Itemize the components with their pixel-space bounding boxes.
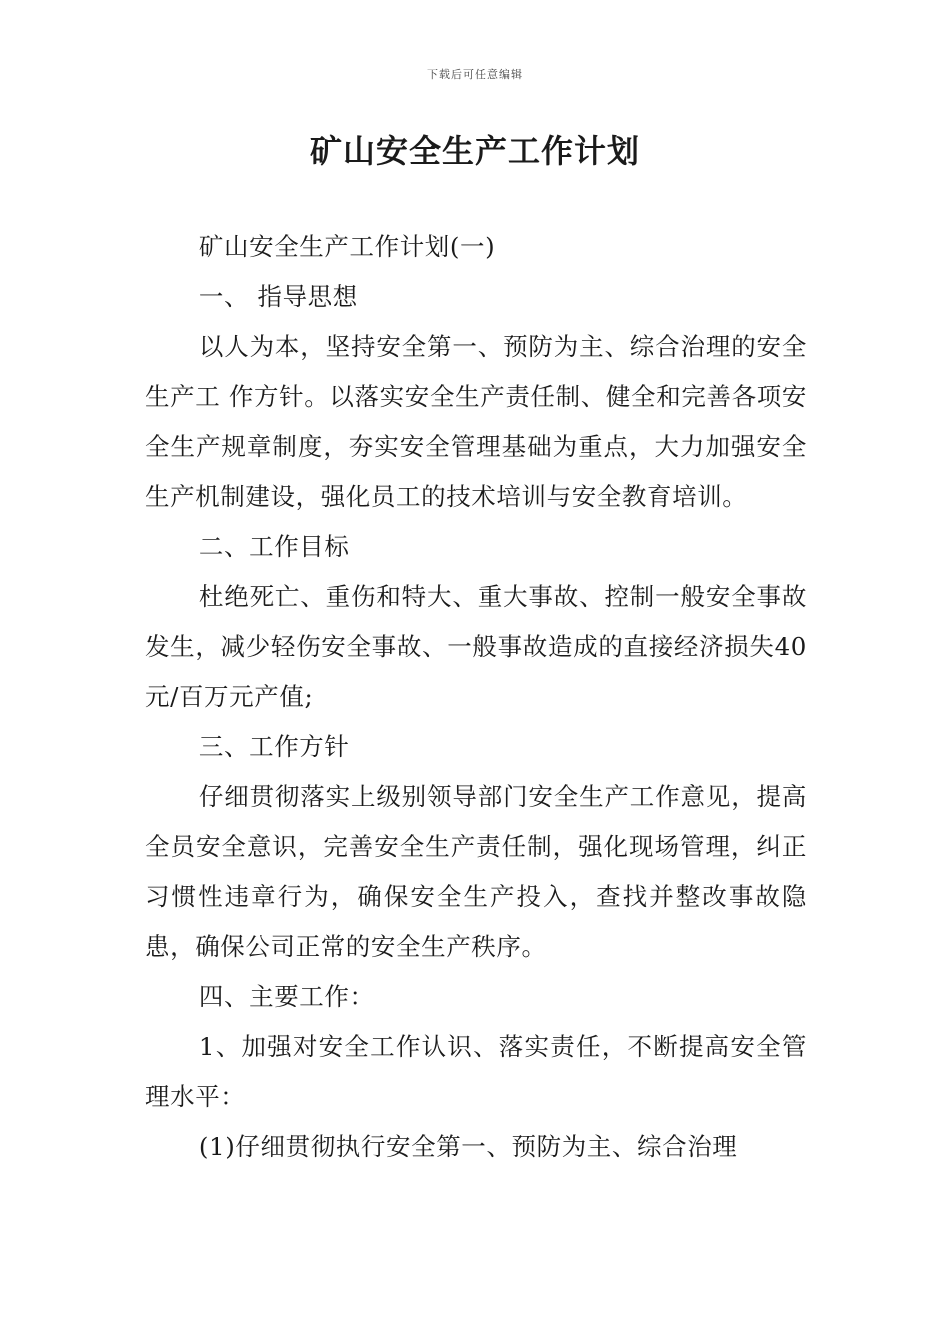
section-heading-work-goals: 二、工作目标 [198,532,350,561]
section-heading-guiding-ideology: 一、 指导思想 [198,282,358,311]
section-heading-work-policy: 三、工作方针 [198,732,350,761]
document-body [145,222,807,1172]
guiding-ideology-paragraph: 以人为本，坚持安全第一、预防为主、综合治理的安全生产工 作方针。以落实安全生产责任制、健全和完善各项安全生产规章制度，夯实安全管理基础为重点，大力加强安全生产机制建设，强化员工的技术培训与安全教育培训。 [145,332,807,511]
section-heading-main-work: 四、主要工作： [198,982,375,1011]
header-note: 下载后可任意编辑 [427,68,523,81]
main-work-item-1: 1、加强对安全工作认识、落实责任，不断提高安全管理水平： [145,1032,807,1111]
document-title: 矿山安全生产工作计划 [309,132,640,170]
main-work-subitem-1: (1)仔细贯彻执行安全第一、预防为主、综合治理 [198,1132,738,1161]
subtitle-paragraph: 矿山安全生产工作计划(一) [198,232,496,261]
work-policy-paragraph: 仔细贯彻落实上级别领导部门安全生产工作意见，提高全员安全意识，完善安全生产责任制，强化现场管理，纠正习惯性违章行为，确保安全生产投入，查找并整改事故隐患，确保公司正常的安全生产秩序。 [145,782,807,961]
work-goals-paragraph: 杜绝死亡、重伤和特大、重大事故、控制一般安全事故发生，减少轻伤安全事故、一般事故造成的直接经济损失40元/百万元产值; [145,582,807,711]
